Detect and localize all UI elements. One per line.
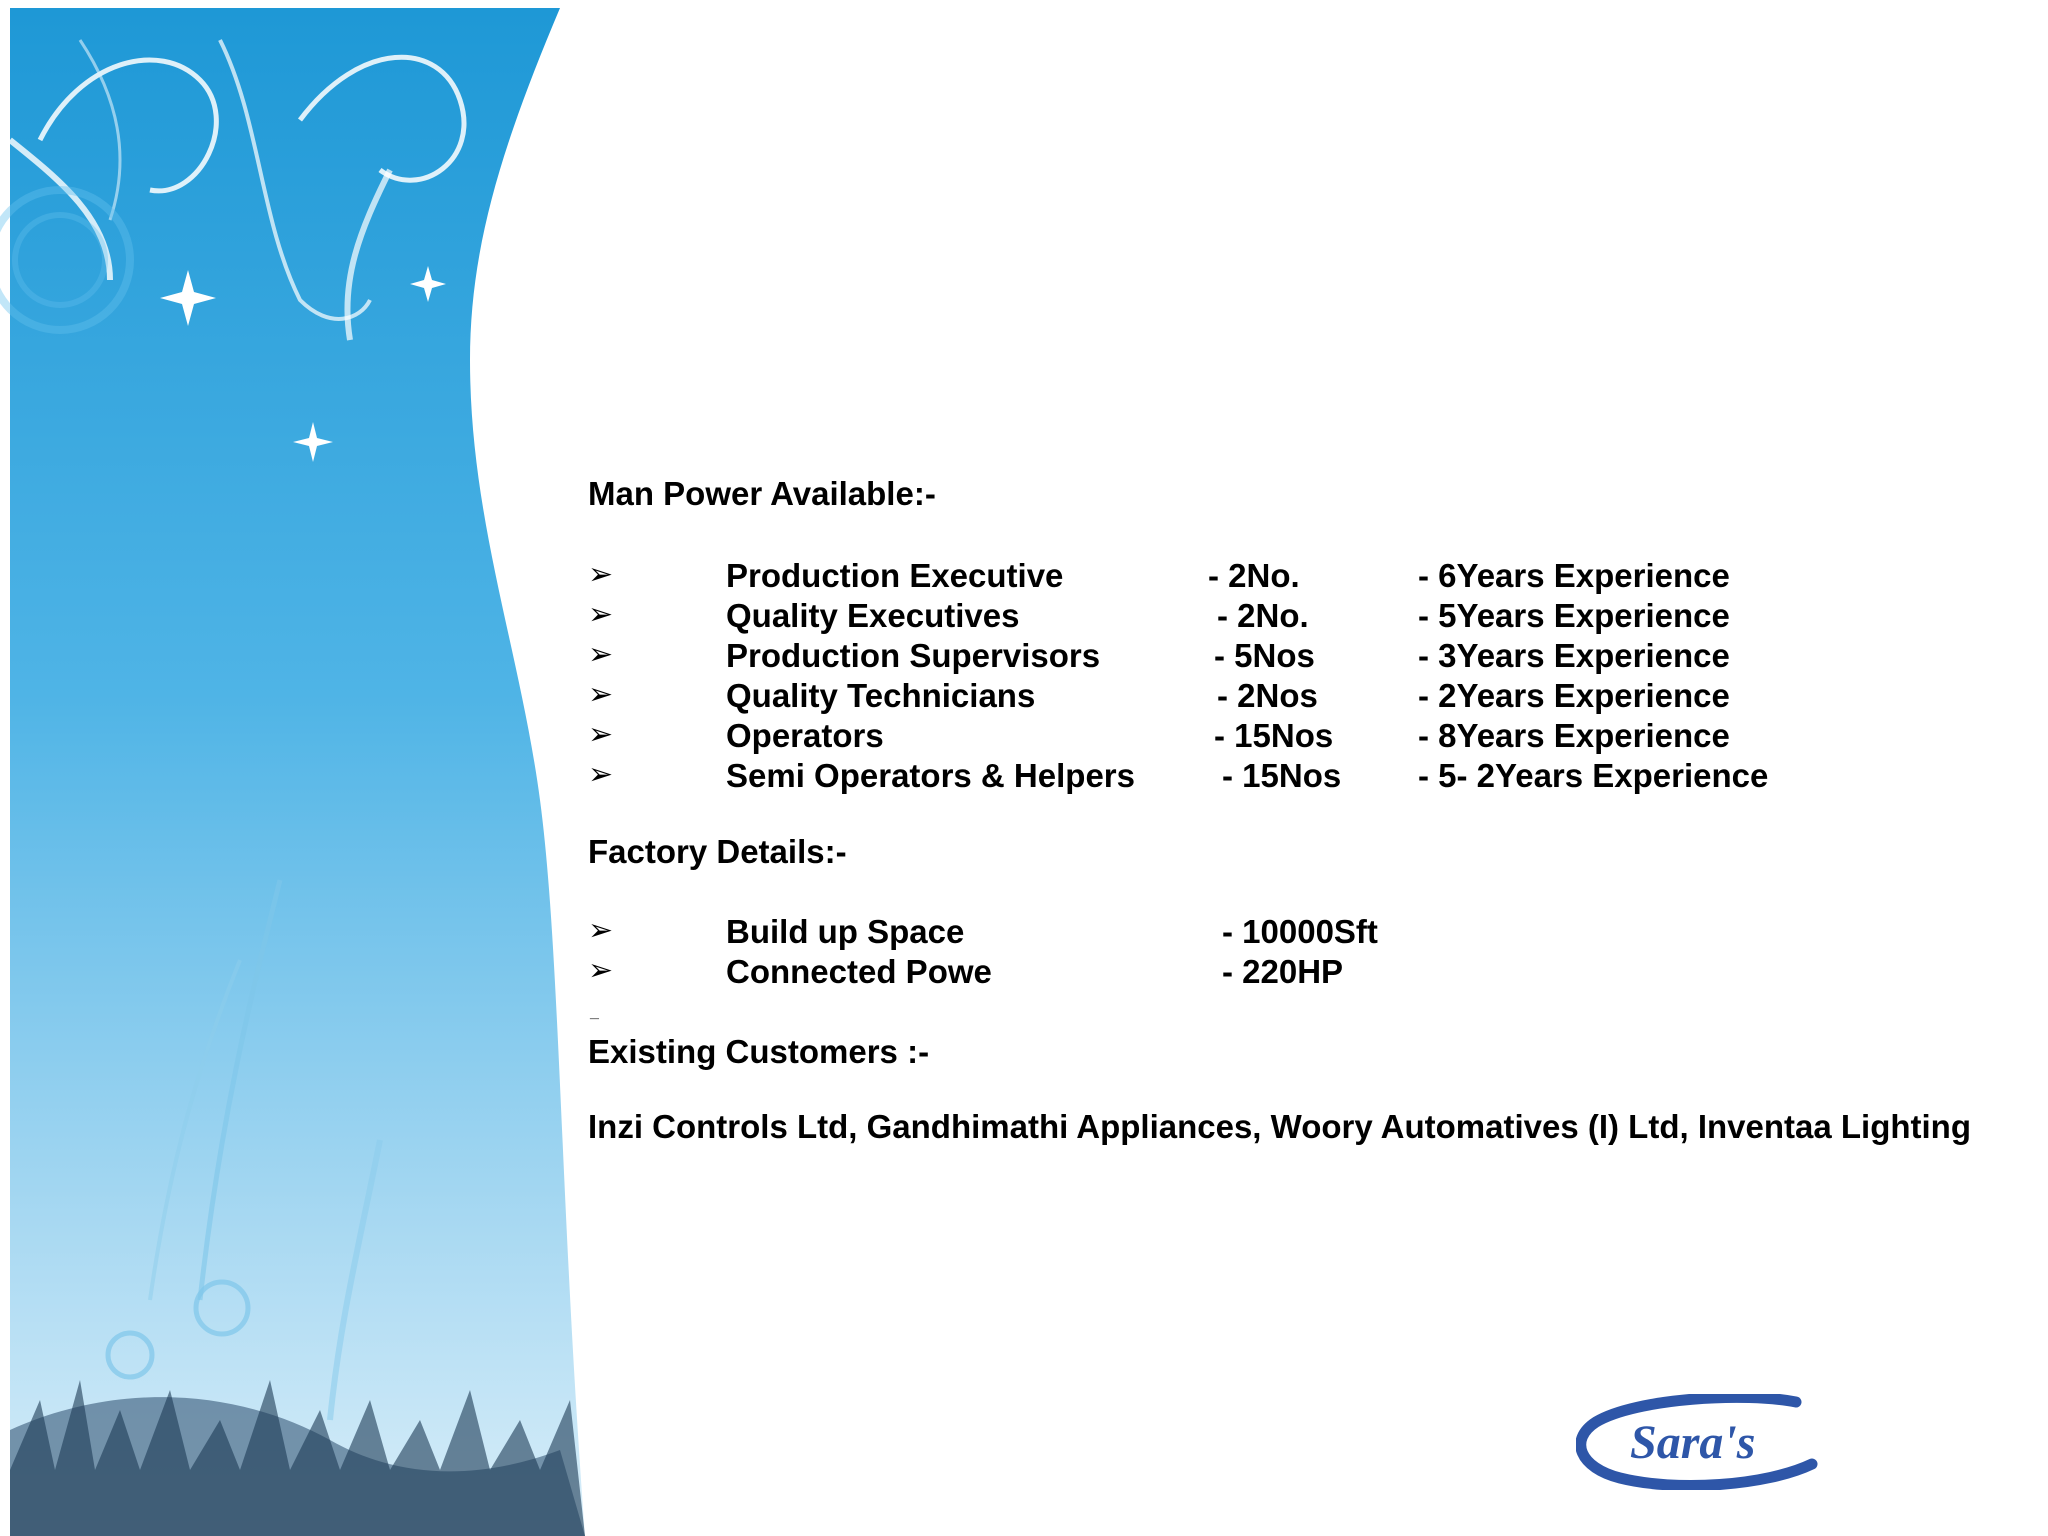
factory-value: - 220HP [1222, 953, 1344, 990]
arrowhead-bullet-icon: ➢ [588, 914, 614, 947]
man-power-row [0, 557, 2048, 597]
arrowhead-bullet-icon: ➢ [588, 718, 614, 751]
count-value: - 15Nos [1214, 717, 1334, 754]
arrowhead-bullet-icon: ➢ [588, 758, 614, 791]
arrowhead-bullet-icon: ➢ [588, 638, 614, 671]
arrowhead-bullet-icon: ➢ [588, 678, 614, 711]
company-logo [1576, 1394, 1836, 1490]
factory-row [0, 953, 2048, 993]
arrowhead-bullet-icon: ➢ [588, 558, 614, 591]
role-label: Quality Executives [726, 597, 1020, 634]
logo-text: Sara's [1630, 1416, 1756, 1469]
arrowhead-bullet-icon: ➢ [588, 598, 614, 631]
count-value: - 15Nos [1222, 757, 1342, 794]
customers-list: Inzi Controls Ltd, Gandhimathi Appliances, Woory Automatives (I) Ltd, Inventaa Lighting [588, 1108, 1971, 1145]
experience-value: - 3Years Experience [1418, 637, 1730, 674]
count-value: - 5Nos [1214, 637, 1315, 674]
role-label: Production Supervisors [726, 637, 1101, 674]
count-value: - 2Nos [1217, 677, 1318, 714]
factory-value: - 10000Sft [1222, 913, 1378, 950]
count-value: - 2No. [1217, 597, 1309, 634]
experience-value: - 8Years Experience [1418, 717, 1730, 754]
factory-row [0, 913, 2048, 953]
factory-label: Build up Space [726, 913, 965, 950]
man-power-row [0, 597, 2048, 637]
role-label: Quality Technicians [726, 677, 1036, 714]
count-value: - 2No. [1208, 557, 1300, 594]
arrowhead-bullet-icon: ➢ [588, 954, 614, 987]
man-power-row [0, 717, 2048, 757]
experience-value: - 2Years Experience [1418, 677, 1730, 714]
stray-underscore: _ [590, 1004, 599, 1021]
factory-label: Connected Powe [726, 953, 992, 990]
factory-details-heading: Factory Details:- [588, 833, 847, 870]
experience-value: - 5Years Experience [1418, 597, 1730, 634]
role-label: Operators [726, 717, 884, 754]
man-power-row [0, 757, 2048, 797]
man-power-row [0, 637, 2048, 677]
experience-value: - 6Years Experience [1418, 557, 1730, 594]
existing-customers-heading: Existing Customers :- [588, 1033, 930, 1070]
experience-value: - 5- 2Years Experience [1418, 757, 1769, 794]
role-label: Semi Operators & Helpers [726, 757, 1135, 794]
role-label: Production Executive [726, 557, 1064, 594]
man-power-heading: Man Power Available:- [588, 475, 936, 512]
man-power-row [0, 677, 2048, 717]
